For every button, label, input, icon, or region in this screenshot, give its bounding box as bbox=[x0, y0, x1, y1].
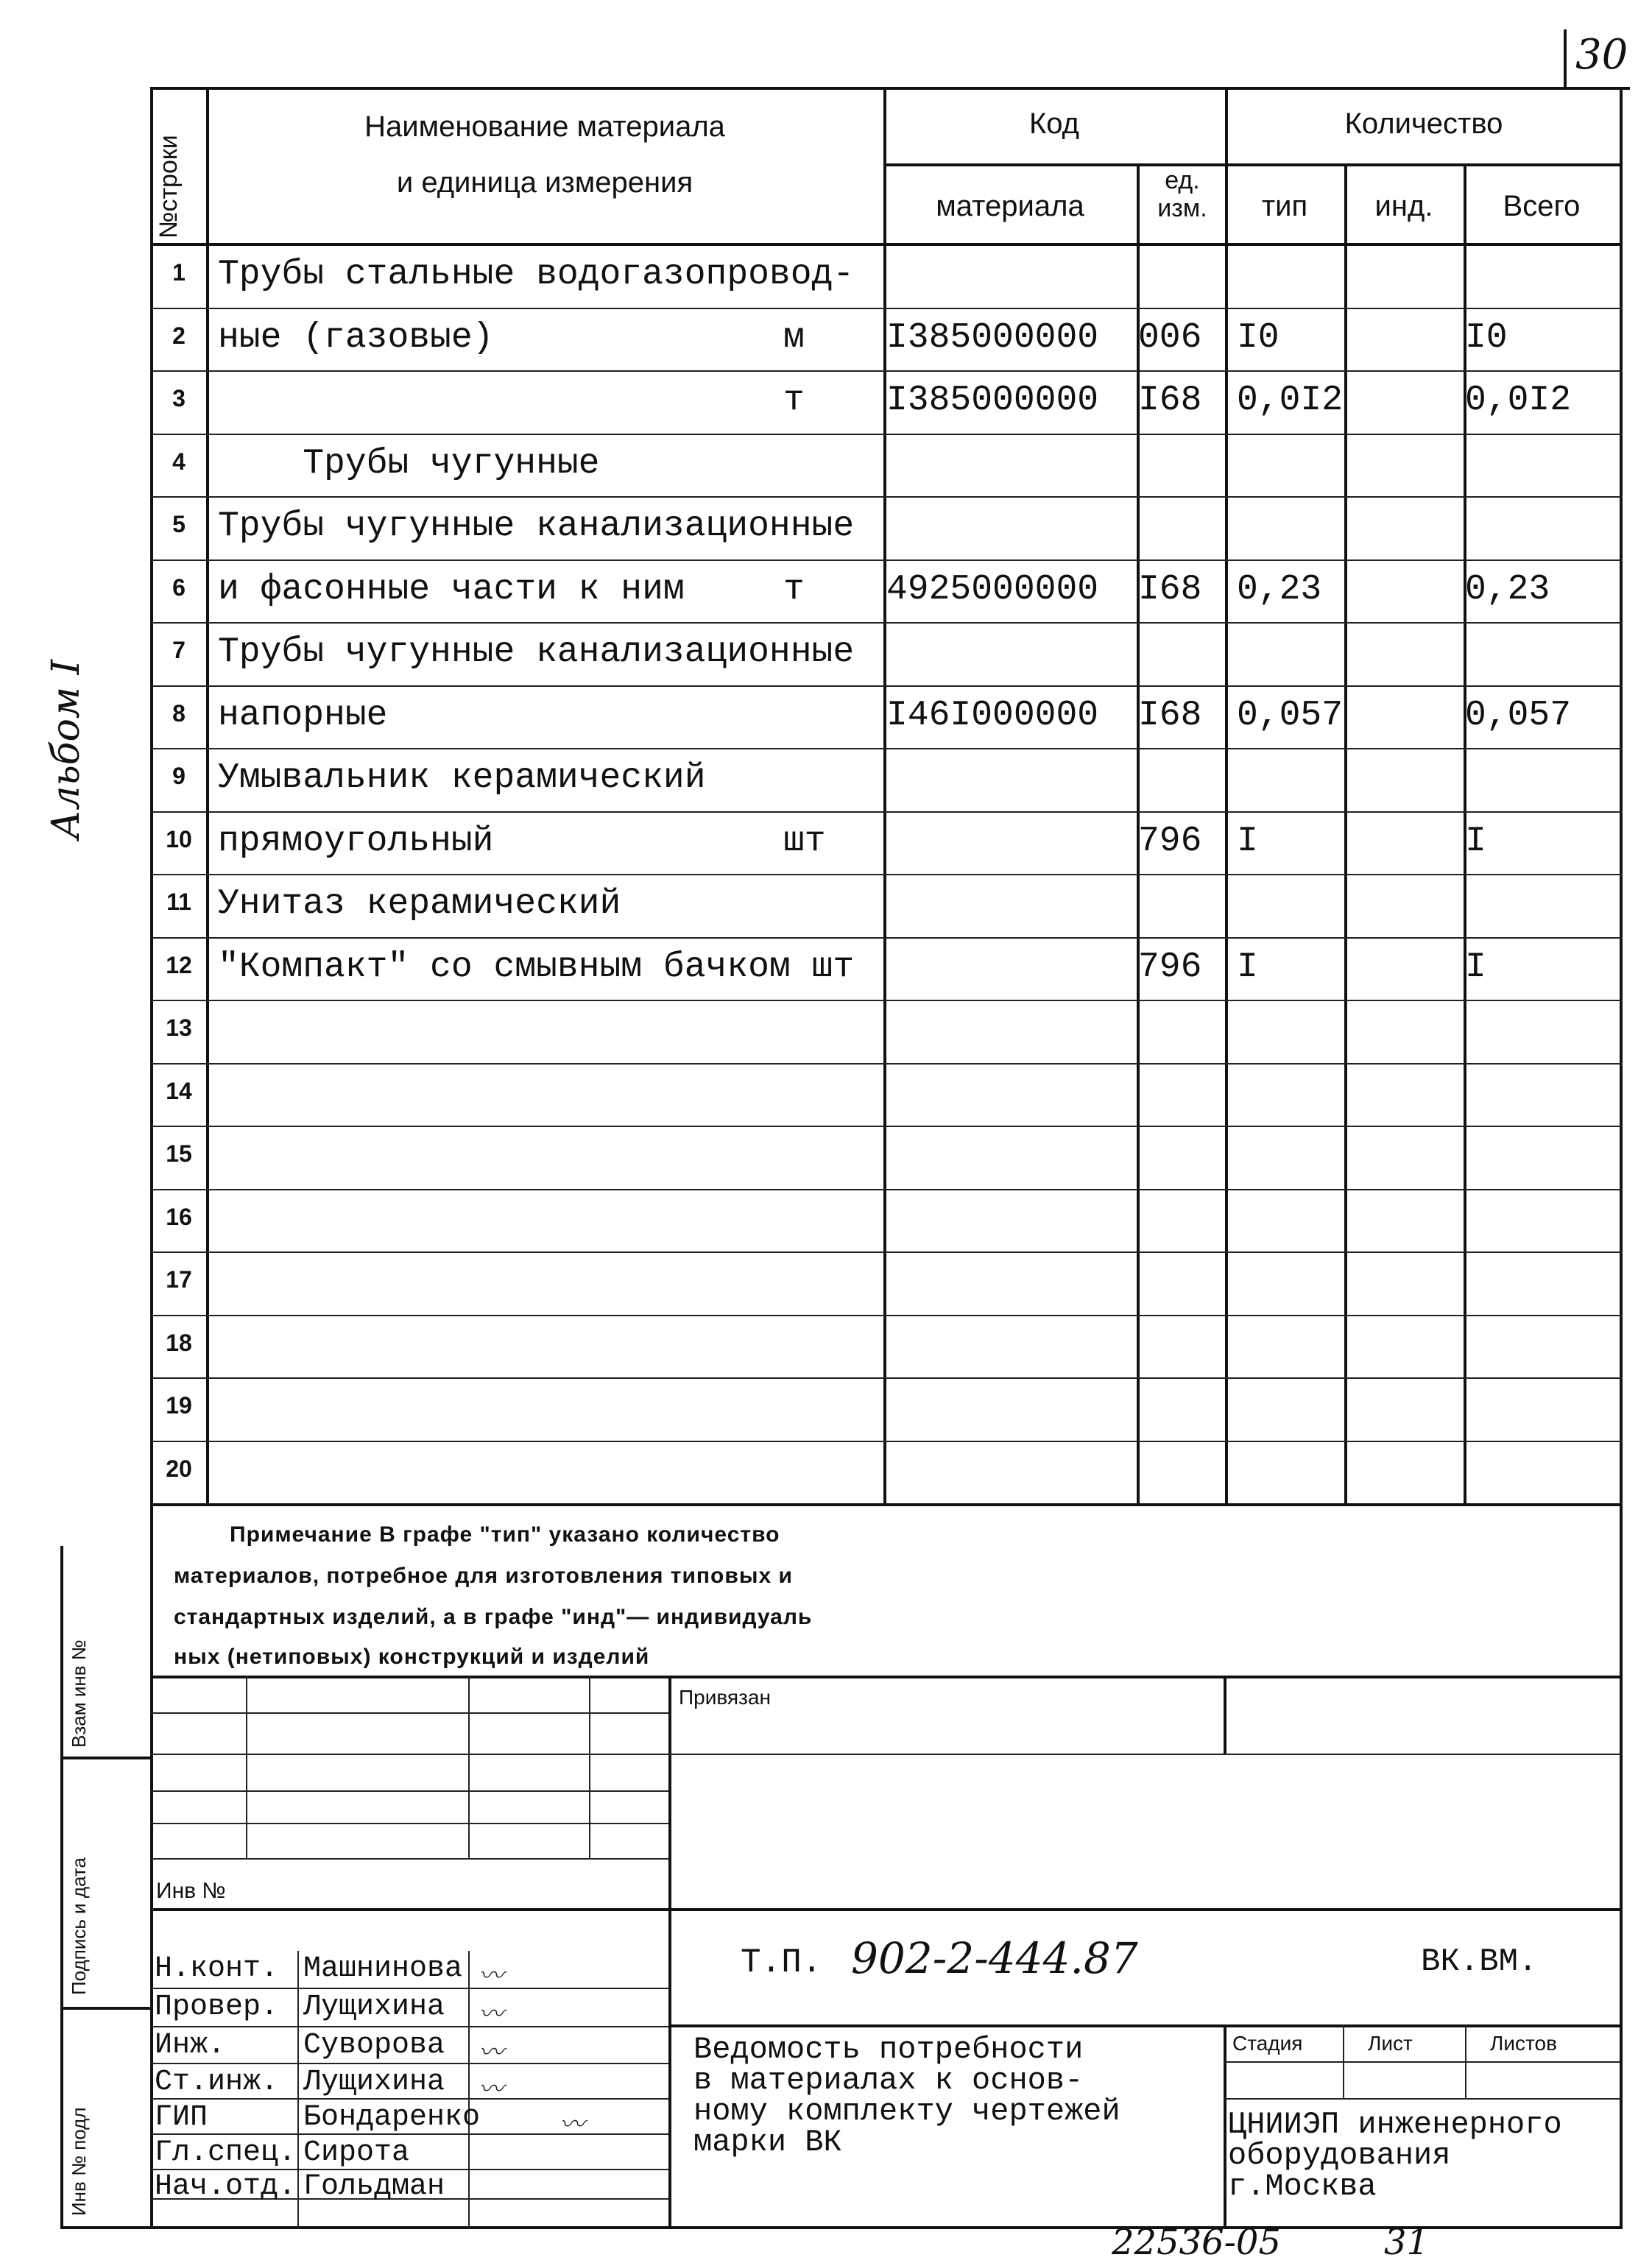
row-unit-code: 796 bbox=[1138, 947, 1202, 987]
row-number: 12 bbox=[166, 952, 192, 978]
row-material-name: Трубы чугунные bbox=[218, 444, 600, 484]
row-number: 14 bbox=[166, 1078, 192, 1104]
bottom-sheet: 31 bbox=[1384, 2222, 1430, 2263]
sheets-label: Листов bbox=[1490, 2032, 1557, 2055]
row-qty-typ: I bbox=[1237, 947, 1258, 987]
note-line4: ных (нетиповых) конструкций и изделий bbox=[174, 1645, 650, 1669]
row-qty-total: 0,0I2 bbox=[1465, 381, 1572, 420]
row-material-name: "Компакт" со смывным бачком шт bbox=[218, 947, 855, 987]
signature-name: Гольдман bbox=[303, 2170, 445, 2203]
tp-prefix: Т.П. bbox=[741, 1944, 822, 1982]
signature-role: Н.конт. bbox=[155, 1952, 279, 1985]
header-name-line1: Наименование материала bbox=[364, 110, 725, 143]
page-number: 30 bbox=[1575, 31, 1628, 79]
row-unit-label: шт bbox=[783, 822, 826, 861]
row-qty-typ: 0,23 bbox=[1237, 570, 1322, 610]
signature-scribble: 〰 bbox=[479, 1999, 504, 2029]
signature-scribble: 〰 bbox=[479, 2038, 504, 2067]
row-material-name: напорные bbox=[218, 696, 388, 735]
privyazan-label: Привязан bbox=[679, 1686, 771, 1709]
note-line1: Примечание В графе "тип" указано количество bbox=[230, 1522, 780, 1547]
row-number: 15 bbox=[166, 1140, 192, 1167]
header-name-line2: и единица измерения bbox=[396, 166, 693, 199]
sheet-label: Лист bbox=[1368, 2032, 1413, 2055]
side-label-podpis: Подпись и дата bbox=[68, 1857, 90, 1995]
org-line1: ЦНИИЭП инженерного bbox=[1228, 2107, 1562, 2142]
signature-scribble: 〰 bbox=[479, 1961, 504, 1991]
header-typ: тип bbox=[1261, 190, 1308, 222]
row-qty-total: 0,057 bbox=[1465, 696, 1572, 735]
row-material-code: I46I000000 bbox=[886, 696, 1099, 735]
row-number: 8 bbox=[172, 700, 186, 727]
side-label-vzam: Взам инв № bbox=[68, 1639, 90, 1748]
row-number: 13 bbox=[166, 1014, 192, 1041]
row-qty-typ: I bbox=[1237, 822, 1258, 861]
signature-role: Инж. bbox=[155, 2029, 226, 2062]
title-line2: в материалах к основ- bbox=[693, 2063, 1084, 2098]
row-number: 16 bbox=[166, 1204, 192, 1230]
row-number: 3 bbox=[172, 385, 186, 412]
header-ind: инд. bbox=[1374, 190, 1433, 222]
title-line3: ному комплекту чертежей bbox=[693, 2094, 1120, 2129]
row-unit-code: 006 bbox=[1138, 318, 1202, 358]
signature-name: Суворова bbox=[303, 2029, 445, 2062]
signature-scribble: 〰 bbox=[479, 2075, 504, 2104]
signature-name: Сирота bbox=[303, 2136, 410, 2170]
signature-scribble: 〰 bbox=[560, 2110, 585, 2139]
header-row-no: №строки bbox=[155, 135, 183, 239]
side-label-inv-podl: Инв № подл bbox=[68, 2107, 90, 2216]
row-number: 10 bbox=[166, 826, 192, 852]
row-unit-code: 796 bbox=[1138, 822, 1202, 861]
row-material-name: Трубы чугунные канализационные bbox=[218, 632, 855, 672]
signature-role: ГИП bbox=[155, 2101, 208, 2134]
row-material-name: Трубы стальные водогазопровод- bbox=[218, 255, 855, 294]
row-number: 4 bbox=[172, 448, 186, 475]
note-line3: стандартных изделий, а в графе "инд"— индивидуаль bbox=[174, 1605, 813, 1629]
row-material-code: 4925000000 bbox=[886, 570, 1099, 610]
row-qty-total: I bbox=[1465, 822, 1486, 861]
page-number-divider bbox=[1564, 29, 1567, 88]
row-material-name: ные (газовые) bbox=[218, 318, 494, 358]
row-number: 11 bbox=[166, 889, 191, 915]
row-qty-total: 0,23 bbox=[1465, 570, 1550, 610]
doc-mark: ВК.ВМ. bbox=[1421, 1944, 1538, 1980]
row-material-code: I385000000 bbox=[886, 381, 1099, 420]
row-number: 1 bbox=[172, 259, 186, 286]
row-qty-total: I0 bbox=[1465, 318, 1508, 358]
row-number: 9 bbox=[172, 763, 186, 789]
signature-name: Лущихина bbox=[303, 2066, 445, 2099]
signature-name: Лущихина bbox=[303, 1991, 445, 2024]
header-unit: ед. изм. bbox=[1157, 166, 1207, 222]
row-number: 7 bbox=[172, 637, 186, 663]
row-unit-code: I68 bbox=[1138, 696, 1202, 735]
row-qty-typ: 0,057 bbox=[1237, 696, 1344, 735]
row-material-name: Трубы чугунные канализационные bbox=[218, 506, 855, 546]
signature-role: Нач.отд. bbox=[155, 2170, 297, 2203]
row-unit-code: I68 bbox=[1138, 570, 1202, 610]
signature-role: Ст.инж. bbox=[155, 2066, 279, 2099]
row-material-code: I385000000 bbox=[886, 318, 1099, 358]
row-material-name: прямоугольный bbox=[218, 822, 494, 861]
row-number: 2 bbox=[172, 322, 186, 349]
album-mark: Альбом I bbox=[44, 659, 88, 839]
row-number: 5 bbox=[172, 511, 186, 537]
row-qty-typ: 0,0I2 bbox=[1237, 381, 1344, 420]
header-quantity: Количество bbox=[1344, 107, 1503, 140]
org-line3: г.Москва bbox=[1228, 2169, 1377, 2204]
row-number: 6 bbox=[172, 574, 186, 601]
row-qty-total: I bbox=[1465, 947, 1486, 987]
org-line2: оборудования bbox=[1228, 2138, 1451, 2173]
row-material-name: Умывальник керамический bbox=[218, 758, 706, 798]
inv-no-label: Инв № bbox=[156, 1879, 226, 1903]
title-line4: марки ВК bbox=[693, 2125, 842, 2160]
row-unit-label: т bbox=[783, 570, 805, 610]
row-unit-label: м bbox=[783, 318, 805, 358]
signature-name: Бондаренко bbox=[303, 2101, 481, 2134]
stage-label: Стадия bbox=[1232, 2032, 1303, 2055]
row-number: 20 bbox=[166, 1455, 192, 1482]
header-material: материала bbox=[936, 190, 1084, 222]
header-total: Всего bbox=[1503, 190, 1581, 222]
row-number: 18 bbox=[166, 1330, 192, 1356]
signature-name: Машнинова bbox=[303, 1952, 463, 1985]
row-unit-code: I68 bbox=[1138, 381, 1202, 420]
note-line2: материалов, потребное для изготовления типовых и bbox=[174, 1564, 793, 1588]
row-unit-label: т bbox=[783, 381, 805, 420]
signature-role: Гл.спец. bbox=[155, 2136, 297, 2170]
signature-role: Провер. bbox=[155, 1991, 279, 2024]
title-line1: Ведомость потребности bbox=[693, 2032, 1084, 2067]
row-material-name: Унитаз керамический bbox=[218, 884, 621, 924]
row-material-name: и фасонные части к ним bbox=[218, 570, 685, 610]
row-number: 19 bbox=[166, 1392, 192, 1419]
tp-number: 902-2-444.87 bbox=[851, 1933, 1138, 1983]
bottom-code: 22536-05 bbox=[1112, 2222, 1281, 2263]
row-qty-typ: I0 bbox=[1237, 318, 1279, 358]
header-code: Код bbox=[1028, 107, 1079, 140]
row-number: 17 bbox=[166, 1266, 192, 1293]
